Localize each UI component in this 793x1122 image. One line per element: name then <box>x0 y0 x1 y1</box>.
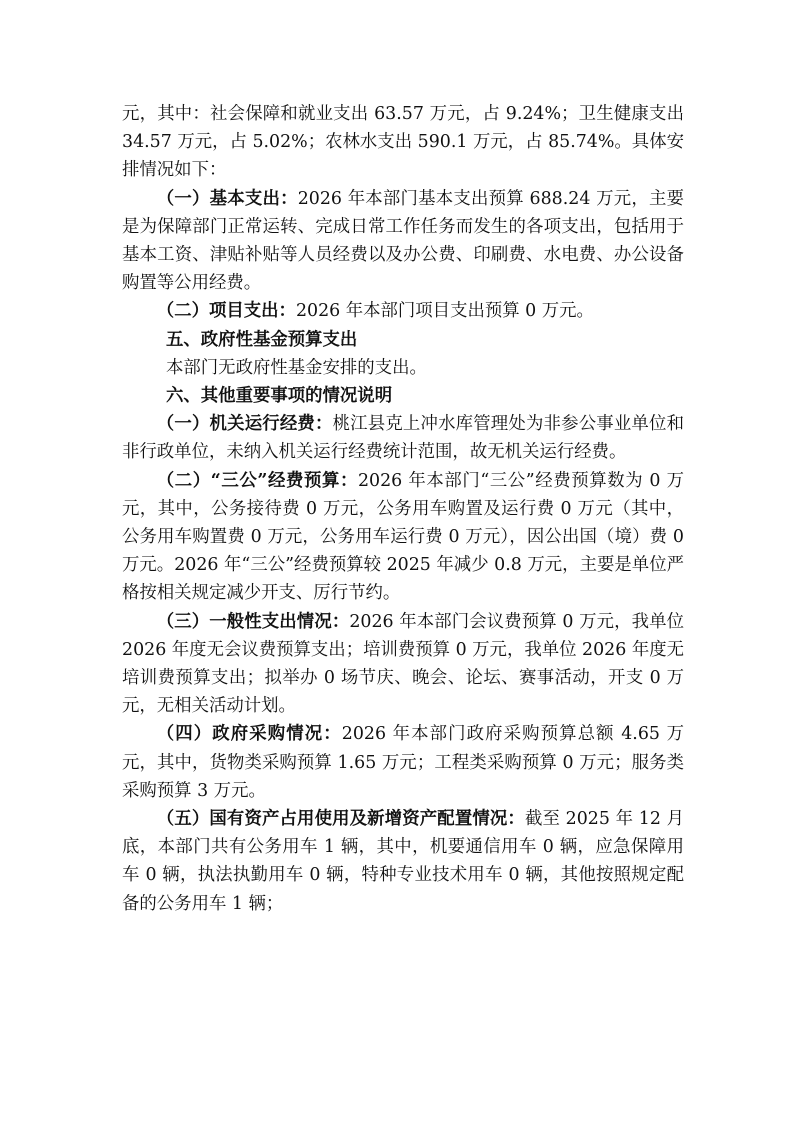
paragraph-text: 2026 年本部门会议费预算 0 万元，我单位 2026 年度无会议费预算支出；培训费预算 0 万元，我单位 2026 年度无培训费预算支出；拟举办 0 场节庆、晚会、论坛、赛事活动，开支 0 万元，无相关活动计划。 <box>122 611 684 717</box>
document-page <box>122 100 684 918</box>
paragraph-lead: （一）基本支出： <box>156 188 298 209</box>
paragraph-text: 2026 年本部门基本支出预算 688.24 万元，主要是为保障部门正常运转、完成日常工作任务而发生的各项支出，包括用于基本工资、津贴补贴等人员经费以及办公费、印刷费、水电费、办公设备购置等公用经费。 <box>122 188 684 294</box>
paragraph-lead: （五）国有资产占用使用及新增资产配置情况： <box>156 809 525 830</box>
paragraph-three-public <box>122 467 684 608</box>
paragraph-assets <box>122 805 684 918</box>
paragraph-text: 2026 年本部门政府采购预算总额 4.65 万元，其中，货物类采购预算 1.65 万元；工程类采购预算 0 万元；服务类采购预算 3 万元。 <box>122 724 684 801</box>
paragraph-lead: （四）政府采购情况： <box>156 724 342 745</box>
paragraph-text: 截至 2025 年 12 月底，本部门共有公务用车 1 辆，其中，机要通信用车 0 辆，应急保障用车 0 辆，执法执勤用车 0 辆，特种专业技术用车 0 辆，其他按照规定配备的公务用车 1 辆； <box>122 809 684 914</box>
paragraph-lead: （三）一般性支出情况： <box>156 611 350 632</box>
heading-text: 五、政府性基金预算支出 <box>166 329 358 350</box>
paragraph-gov-fund <box>122 354 684 382</box>
paragraph-procurement <box>122 720 684 805</box>
heading-text: 六、其他重要事项的情况说明 <box>166 386 393 407</box>
section-heading-other-matters <box>122 382 684 410</box>
paragraph-expenditure-breakdown <box>122 100 684 185</box>
paragraph-text: 2026 年本部门“三公”经费预算数为 0 万元，其中，公务接待费 0 万元，公务用车购置及运行费 0 万元（其中，公务用车购置费 0 万元，公务用车运行费 0 万元），因公出国（境）费 0 万元。2026 年“三公”经费预算较 2025 年减少 0.8 万元，主要是单位严格按相关规定减少开支、厉行节约。 <box>122 470 684 604</box>
paragraph-general-expenditure <box>122 608 684 721</box>
paragraph-text: 元，其中：社会保障和就业支出 63.57 万元，占 9.24%；卫生健康支出 34.57 万元，占 5.02%；农林水支出 590.1 万元，占 85.74%。具体安排情况如下： <box>122 104 684 181</box>
section-heading-gov-fund <box>122 326 684 354</box>
paragraph-operating-funds <box>122 410 684 466</box>
paragraph-text: 桃江县克上冲水库管理处为非参公事业单位和非行政单位，未纳入机关运行经费统计范围，故无机关运行经费。 <box>122 414 684 463</box>
paragraph-lead: （一）机关运行经费： <box>156 414 333 435</box>
paragraph-lead: （二）项目支出： <box>156 301 296 322</box>
paragraph-project-expenditure <box>122 297 684 325</box>
paragraph-text: 2026 年本部门项目支出预算 0 万元。 <box>295 301 594 322</box>
paragraph-text: 本部门无政府性基金安排的支出。 <box>166 357 427 378</box>
paragraph-basic-expenditure <box>122 185 684 298</box>
paragraph-lead: （二）“三公”经费预算： <box>156 470 358 491</box>
